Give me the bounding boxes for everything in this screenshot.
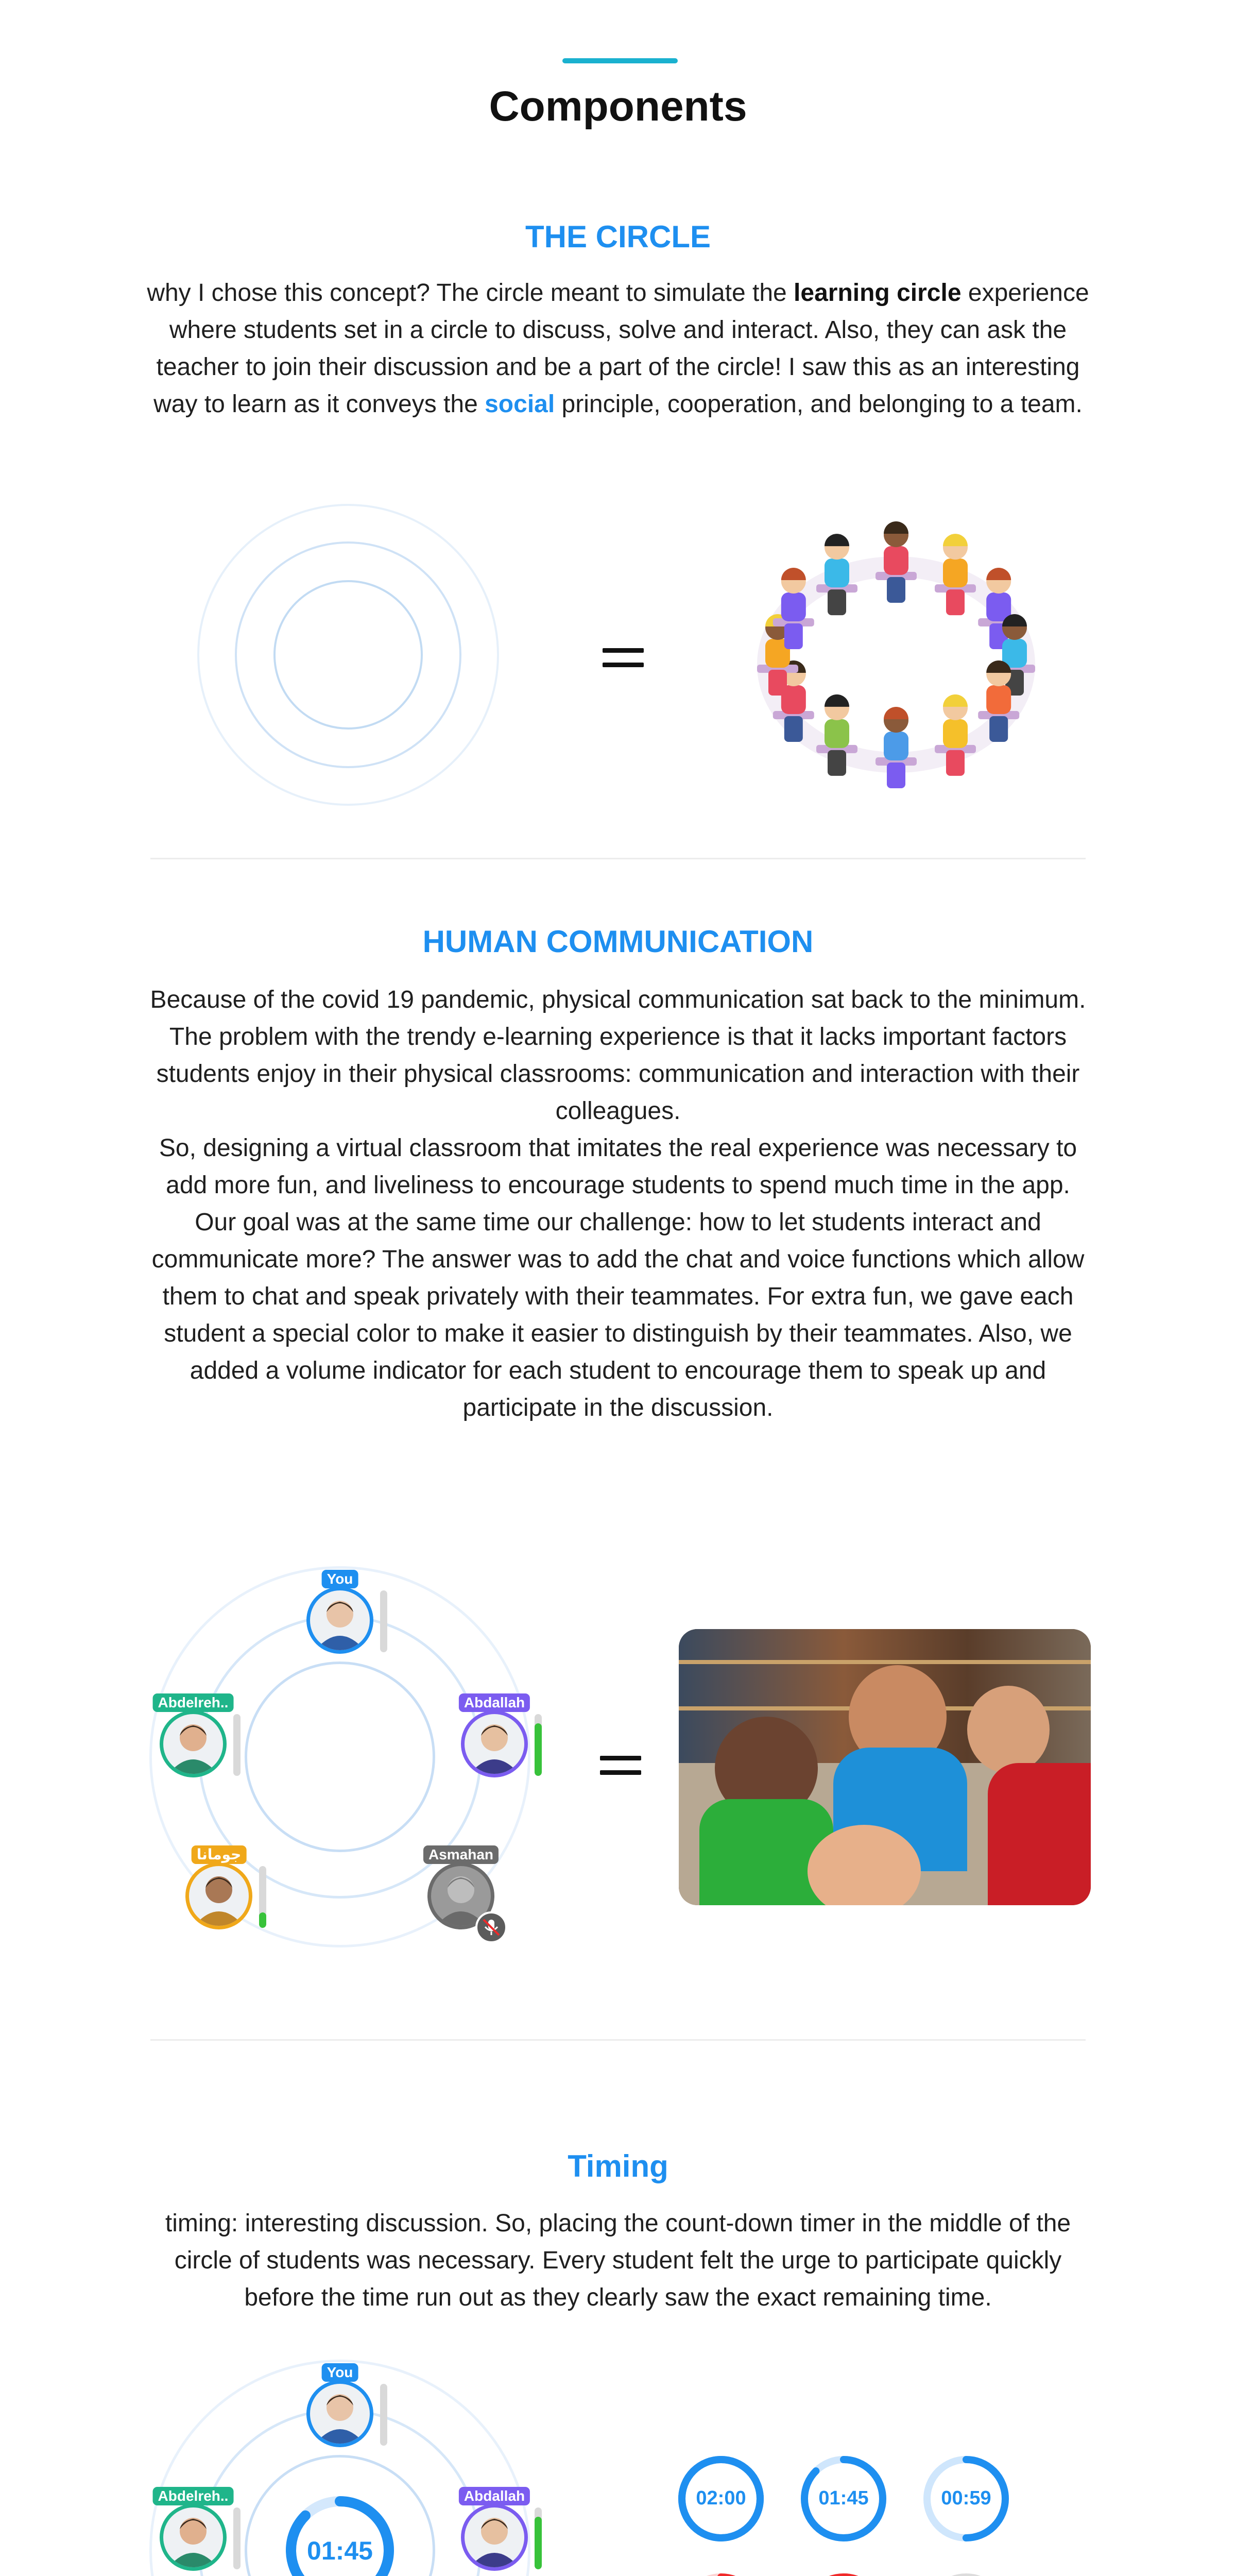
student-name-tag: Abdallah [459,2487,530,2505]
learning-circle-text: learning circle [794,279,962,307]
human-section-title: HUMAN COMMUNICATION [422,924,814,959]
timer-ring [797,2570,890,2576]
student-face-icon [310,1590,370,1650]
timer-ring [675,2570,767,2576]
volume-indicator [259,1866,266,1928]
timer-states-grid [675,2452,1025,2576]
page-title: Components [489,83,747,130]
paragraph-text: principle, cooperation, and belonging to a team. [555,391,1083,418]
student-name-tag: Asmahan [423,1845,499,1864]
student-circle-diagram [149,1566,530,1947]
circle-ring [245,1662,435,1852]
timer-state [797,2452,890,2545]
student-name-tag: You [322,2363,358,2382]
volume-level [259,1912,266,1928]
timer-label: 01:45 [818,2487,869,2509]
social-highlight: social [485,391,555,418]
timer-label: 02:00 [696,2487,746,2509]
equals-sign [603,648,644,669]
countdown-timer-text: 01:45 [307,2536,373,2565]
volume-indicator [535,1714,542,1776]
student-avatar[interactable] [306,1587,373,1654]
human-paragraph-2: So, designing a virtual classroom that imitates the real experience was necessary to add more fun, and liveliness to encourage students to spend much time in the app. [159,1134,1077,1199]
student-name-tag: You [322,1570,358,1588]
volume-level [535,1723,542,1776]
timer-ring [920,2570,1012,2576]
timer-state [797,2570,890,2576]
student-name-tag: Abdelreh.. [153,1693,234,1712]
paragraph-text: experience where students set in a circle to discuss, solve and interact. Also, they can ask the teacher to join their discussion and be a part of the circle! I saw this as an interesting way to learn as it conveys the [153,279,1089,418]
volume-indicator [535,2507,542,2569]
section-divider [150,858,1086,859]
circle-section-title: THE CIRCLE [525,219,711,254]
concentric-rings-illustration [197,504,499,806]
equals-sign [600,1756,641,1776]
timer-state [675,2570,767,2576]
timer-state [920,2452,1012,2545]
paragraph-text: why I chose this concept? The circle meant to simulate the [147,279,794,307]
circle-section-paragraph [144,275,1092,423]
student-face-icon [163,1714,223,1774]
timing-paragraph: timing: interesting discussion. So, placing the count-down timer in the middle of the circle of students was necessary. Every student felt the urge to participate quickly before the time run out as they clearly saw the exact remaining time. [165,2210,1071,2311]
student-face-icon [189,1866,249,1926]
student-circle-timer-diagram [149,2360,530,2576]
accent-bar [562,58,678,63]
student-avatar[interactable] [160,1710,227,1777]
human-paragraph-1: Because of the covid 19 pandemic, physical communication sat back to the minimum. The problem with the trendy e-learning experience is that it lacks important factors students enjoy in their physical classrooms: communication and interaction with their colleagues. [150,986,1086,1125]
student-name-tag: Abdelreh.. [153,2487,234,2505]
student-name-tag: جومانا [192,1845,247,1864]
human-paragraph-3: Our goal was at the same time our challenge: how to let students interact and communicate more? The answer was to add the chat and voice functions which allow them to chat and speak privately with their teammates. For extra fun, we gave each student a special color to make it easier to distinguish by their teammates. Also, we added a volume indicator for each student to encourage them to speak up and participate in the discussion. [151,1209,1085,1421]
section-divider [150,2039,1086,2041]
student-avatar[interactable] [185,1862,252,1929]
human-section-paragraphs [144,981,1092,1427]
timing-section-title: Timing [568,2149,668,2183]
students-circle-illustration [731,515,1061,804]
timing-section-paragraph [144,2205,1092,2316]
student-avatar[interactable] [461,1710,528,1777]
timer-state [920,2570,1012,2576]
timer-label: 00:59 [941,2487,991,2509]
timer-state [675,2452,767,2545]
classroom-photo [679,1629,1091,1905]
mic-muted-icon[interactable] [475,1911,507,1943]
student-name-tag: Abdallah [459,1693,530,1712]
volume-indicator [233,1714,241,1776]
volume-indicator [380,1590,387,1652]
volume-level [535,2517,542,2569]
student-face-icon [465,1714,524,1774]
mic-off-icon [477,1913,505,1941]
